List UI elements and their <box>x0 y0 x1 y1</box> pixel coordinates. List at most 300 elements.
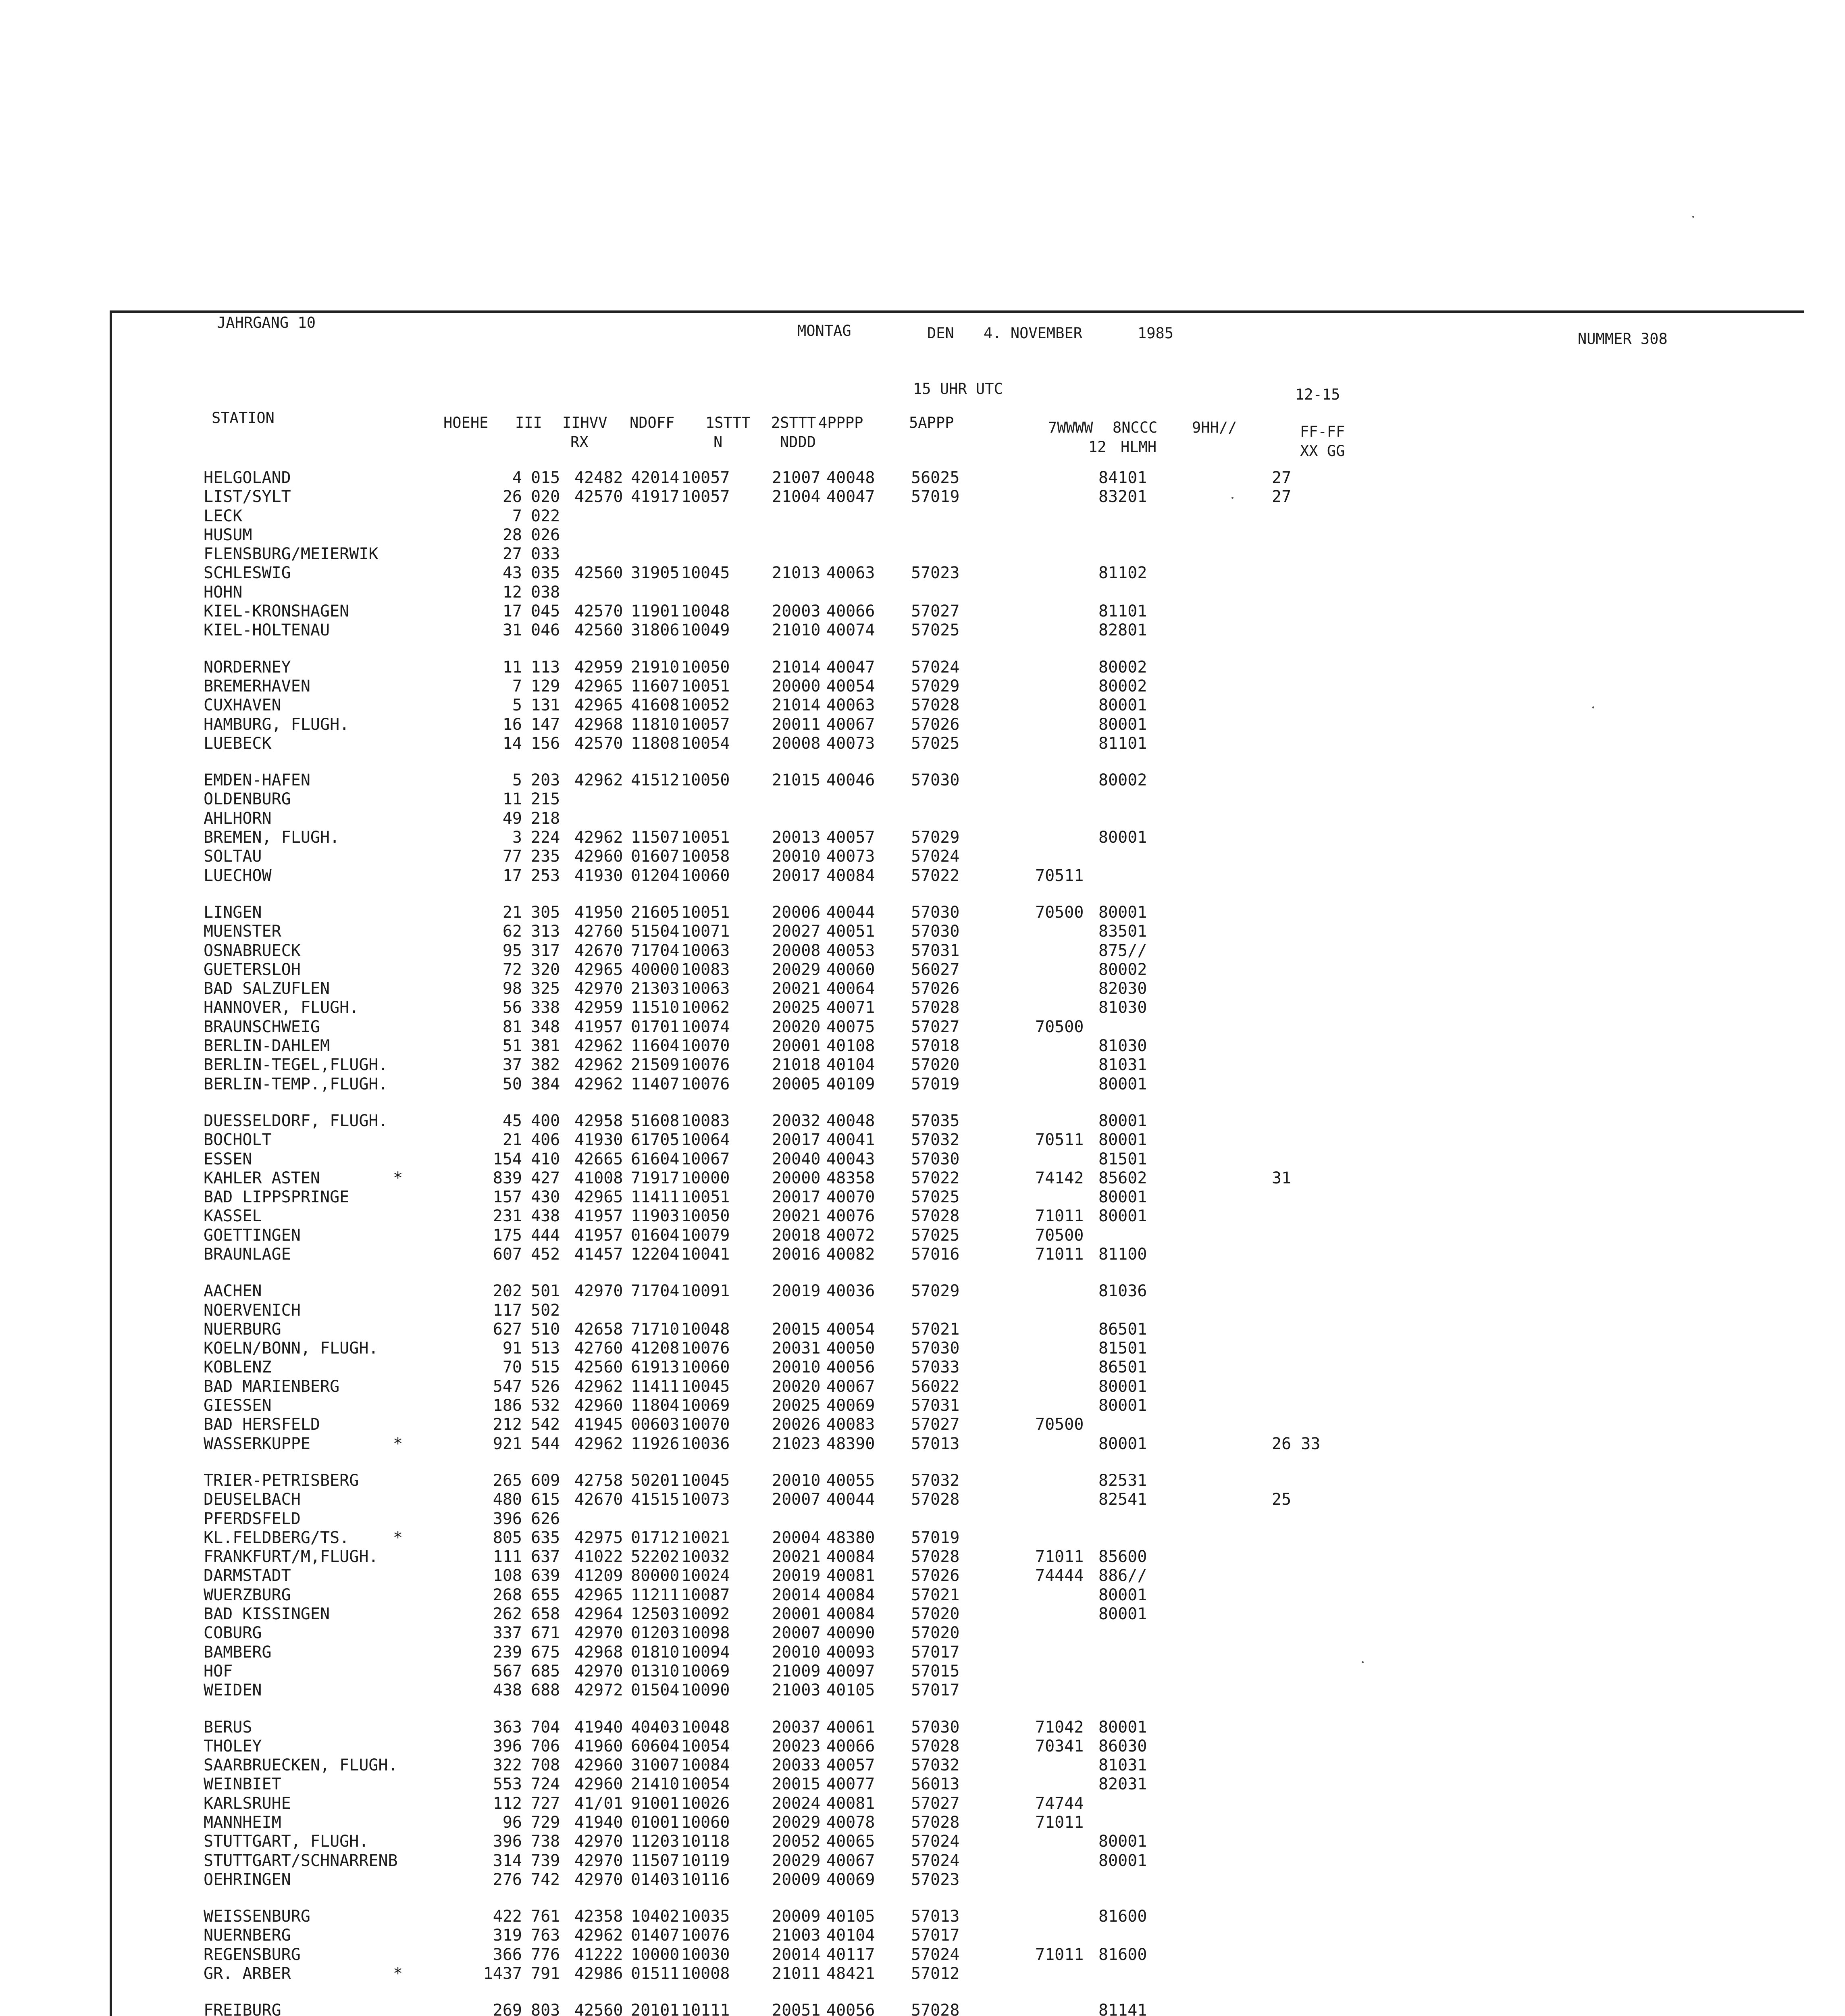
station-name: BRAUNSCHWEIG <box>204 1017 320 1036</box>
group-5appp: 57026 <box>911 979 960 998</box>
height: 45 <box>502 1111 522 1130</box>
height: 5 <box>512 696 522 715</box>
group-1sttt: 10057 <box>681 469 730 487</box>
group-5appp: 57021 <box>911 1585 960 1604</box>
scan-speck <box>1362 1661 1364 1663</box>
group-5appp: 57017 <box>911 1681 960 1700</box>
height: 11 <box>502 658 522 677</box>
station-index: 410 <box>531 1150 560 1168</box>
group-8nccc: 80001 <box>1098 1131 1147 1150</box>
station-name: MUENSTER <box>204 922 281 941</box>
group-2sttt: 21004 <box>772 487 821 506</box>
group-1sttt: 10071 <box>681 922 730 941</box>
station-index: 724 <box>531 1775 560 1794</box>
group-ndoff: 11903 <box>631 1207 680 1226</box>
station-index: 235 <box>531 847 560 866</box>
height: 157 <box>493 1188 522 1207</box>
group-1sttt: 10045 <box>681 1377 730 1396</box>
station-name: LIST/SYLT <box>204 487 291 506</box>
group-4pppp: 40048 <box>826 469 875 487</box>
group-ndoff: 21410 <box>631 1775 680 1794</box>
group-iihvv: 42482 <box>574 469 623 487</box>
height: 480 <box>493 1490 522 1509</box>
station-name: HAMBURG, FLUGH. <box>204 715 349 734</box>
group-4pppp: 40073 <box>826 734 875 753</box>
height: 314 <box>493 1851 522 1870</box>
height: 98 <box>502 979 522 998</box>
station-index: 384 <box>531 1075 560 1093</box>
station-name: GUETERSLOH <box>204 960 301 979</box>
group-2sttt: 20019 <box>772 1566 821 1585</box>
height: 1437 <box>483 1964 522 1983</box>
group-7wwww: 74744 <box>1035 1794 1084 1813</box>
station-name: KOELN/BONN, FLUGH. <box>204 1339 379 1358</box>
group-5appp: 57028 <box>911 2001 960 2016</box>
group-4pppp: 40063 <box>826 696 875 715</box>
group-2sttt: 20015 <box>772 1775 821 1794</box>
group-iihvv: 42560 <box>574 564 623 583</box>
group-1sttt: 10074 <box>681 1017 730 1036</box>
group-ffff: 27 <box>1272 487 1292 506</box>
height: 175 <box>493 1226 522 1245</box>
group-iihvv: 42968 <box>574 715 623 734</box>
group-1sttt: 10000 <box>681 1168 730 1187</box>
group-iihvv: 41945 <box>574 1415 623 1434</box>
group-iihvv: 42758 <box>574 1471 623 1490</box>
group-iihvv: 42962 <box>574 1037 623 1056</box>
station-name: HANNOVER, FLUGH. <box>204 998 359 1017</box>
group-2sttt: 20025 <box>772 1396 821 1415</box>
group-1sttt: 10083 <box>681 1111 730 1130</box>
group-ndoff: 50201 <box>631 1471 680 1490</box>
group-ndoff: 40000 <box>631 960 680 979</box>
station-index: 626 <box>531 1509 560 1528</box>
group-iihvv: 41940 <box>574 1718 623 1737</box>
group-8nccc: 80002 <box>1098 771 1147 790</box>
group-2sttt: 21011 <box>772 1964 821 1983</box>
group-1sttt: 10024 <box>681 1566 730 1585</box>
group-8nccc: 886// <box>1098 1566 1147 1585</box>
group-5appp: 57023 <box>911 1870 960 1889</box>
group-2sttt: 20010 <box>772 1643 821 1662</box>
station-name: GR. ARBER <box>204 1964 291 1983</box>
height: 396 <box>493 1832 522 1851</box>
group-ndoff: 01511 <box>631 1964 680 1983</box>
height: 37 <box>502 1056 522 1075</box>
group-8nccc: 81030 <box>1098 1037 1147 1056</box>
group-1sttt: 10021 <box>681 1528 730 1547</box>
group-8nccc: 85602 <box>1098 1168 1147 1187</box>
station-name: BERLIN-TEGEL,FLUGH. <box>204 1056 388 1075</box>
height: 231 <box>493 1207 522 1226</box>
group-8nccc: 80001 <box>1098 1188 1147 1207</box>
group-iihvv: 42986 <box>574 1964 623 1983</box>
station-name: AACHEN <box>204 1282 262 1301</box>
group-4pppp: 40053 <box>826 941 875 960</box>
group-ndoff: 12503 <box>631 1605 680 1624</box>
group-5appp: 57030 <box>911 1339 960 1358</box>
group-5appp: 57024 <box>911 1945 960 1964</box>
group-5appp: 57030 <box>911 1718 960 1737</box>
col-ff: FF-FF <box>1300 423 1345 440</box>
group-4pppp: 40070 <box>826 1188 875 1207</box>
group-8nccc: 80001 <box>1098 1605 1147 1624</box>
group-5appp: 56013 <box>911 1775 960 1794</box>
station-index: 313 <box>531 922 560 941</box>
group-2sttt: 20006 <box>772 903 821 922</box>
height: 212 <box>493 1415 522 1434</box>
station-name: DARMSTADT <box>204 1566 291 1585</box>
group-ndoff: 51504 <box>631 922 680 941</box>
group-1sttt: 10076 <box>681 1339 730 1358</box>
station-index: 729 <box>531 1813 560 1832</box>
station-index: 704 <box>531 1718 560 1737</box>
station-name: LECK <box>204 506 243 525</box>
group-8nccc: 81030 <box>1098 998 1147 1017</box>
station-name: NORDERNEY <box>204 658 291 677</box>
height: 49 <box>502 809 522 828</box>
col-8nccc: 8NCCC <box>1113 419 1158 436</box>
station-index: 382 <box>531 1056 560 1075</box>
group-5appp: 57024 <box>911 658 960 677</box>
station-name: KOBLENZ <box>204 1358 272 1377</box>
group-iihvv: 42959 <box>574 998 623 1017</box>
col-iii: III <box>515 414 542 431</box>
station-name: KIEL-KRONSHAGEN <box>204 602 349 621</box>
height: 112 <box>493 1794 522 1813</box>
group-iihvv: 42658 <box>574 1320 623 1339</box>
group-8nccc: 80001 <box>1098 828 1147 847</box>
station-index: 224 <box>531 828 560 847</box>
group-4pppp: 40061 <box>826 1718 875 1737</box>
group-4pppp: 40077 <box>826 1775 875 1794</box>
station-name: BREMERHAVEN <box>204 677 310 696</box>
station-name: NUERBURG <box>204 1320 281 1339</box>
group-1sttt: 10045 <box>681 1471 730 1490</box>
group-4pppp: 40044 <box>826 1490 875 1509</box>
station-name: HELGOLAND <box>204 469 291 487</box>
group-1sttt: 10030 <box>681 1945 730 1964</box>
col-1sttt: 1STTT <box>705 414 751 431</box>
group-1sttt: 10054 <box>681 1737 730 1756</box>
group-iihvv: 42670 <box>574 1490 623 1509</box>
height: 363 <box>493 1718 522 1737</box>
group-4pppp: 40067 <box>826 715 875 734</box>
height: 111 <box>493 1547 522 1566</box>
height: 28 <box>502 525 522 544</box>
group-8nccc: 83201 <box>1098 487 1147 506</box>
station-index: 348 <box>531 1017 560 1036</box>
group-2sttt: 20015 <box>772 1320 821 1339</box>
group-2sttt: 20000 <box>772 1168 821 1187</box>
scan-speck <box>1592 706 1594 708</box>
group-8nccc: 80001 <box>1098 903 1147 922</box>
group-8nccc: 86030 <box>1098 1737 1147 1756</box>
station-name: FLENSBURG/MEIERWIK <box>204 545 379 564</box>
group-4pppp: 40065 <box>826 1832 875 1851</box>
group-4pppp: 40067 <box>826 1851 875 1870</box>
group-5appp: 57028 <box>911 1813 960 1832</box>
mountain-marker: * <box>393 1434 403 1453</box>
group-4pppp: 40097 <box>826 1662 875 1681</box>
group-7wwww: 71011 <box>1035 1245 1084 1264</box>
station-index: 406 <box>531 1131 560 1150</box>
group-2sttt: 21015 <box>772 771 821 790</box>
group-4pppp: 40104 <box>826 1926 875 1945</box>
group-ndoff: 01712 <box>631 1528 680 1547</box>
group-ndoff: 11411 <box>631 1377 680 1396</box>
group-5appp: 57025 <box>911 734 960 753</box>
group-iihvv: 42970 <box>574 1870 623 1889</box>
height: 4 <box>512 469 522 487</box>
group-4pppp: 40064 <box>826 979 875 998</box>
group-ndoff: 42014 <box>631 469 680 487</box>
group-ffff: 27 <box>1272 469 1292 487</box>
height: 839 <box>493 1168 522 1187</box>
group-iihvv: 42958 <box>574 1111 623 1130</box>
group-1sttt: 10091 <box>681 1282 730 1301</box>
group-ndoff: 10000 <box>631 1945 680 1964</box>
group-7wwww: 70500 <box>1035 1017 1084 1036</box>
station-name: EMDEN-HAFEN <box>204 771 310 790</box>
group-4pppp: 40084 <box>826 1585 875 1604</box>
group-1sttt: 10051 <box>681 903 730 922</box>
group-8nccc: 80001 <box>1098 1832 1147 1851</box>
group-ndoff: 11507 <box>631 828 680 847</box>
station-index: 803 <box>531 2001 560 2016</box>
station-index: 544 <box>531 1434 560 1453</box>
group-1sttt: 10067 <box>681 1150 730 1168</box>
station-index: 776 <box>531 1945 560 1964</box>
height: 627 <box>493 1320 522 1339</box>
station-name: FRANKFURT/M,FLUGH. <box>204 1547 379 1566</box>
height: 319 <box>493 1926 522 1945</box>
station-name: FREIBURG <box>204 2001 281 2016</box>
group-ndoff: 11507 <box>631 1851 680 1870</box>
group-2sttt: 21010 <box>772 621 821 640</box>
group-4pppp: 40109 <box>826 1075 875 1093</box>
group-iihvv: 41008 <box>574 1168 623 1187</box>
height: 91 <box>502 1339 522 1358</box>
group-iihvv: 42960 <box>574 847 623 866</box>
group-iihvv: 41022 <box>574 1547 623 1566</box>
height: 7 <box>512 677 522 696</box>
height: 70 <box>502 1358 522 1377</box>
station-name: STUTTGART/SCHNARRENB <box>204 1851 398 1870</box>
group-ndoff: 31806 <box>631 621 680 640</box>
height: 43 <box>502 564 522 583</box>
station-name: OEHRINGEN <box>204 1870 291 1889</box>
group-ndoff: 41208 <box>631 1339 680 1358</box>
group-2sttt: 20009 <box>772 1870 821 1889</box>
station-index: 526 <box>531 1377 560 1396</box>
group-4pppp: 40046 <box>826 771 875 790</box>
height: 17 <box>502 602 522 621</box>
group-5appp: 57026 <box>911 715 960 734</box>
group-8nccc: 81501 <box>1098 1339 1147 1358</box>
group-2sttt: 20023 <box>772 1737 821 1756</box>
group-iihvv: 42962 <box>574 1926 623 1945</box>
group-ndoff: 61705 <box>631 1131 680 1150</box>
group-ndoff: 61913 <box>631 1358 680 1377</box>
group-4pppp: 40090 <box>826 1624 875 1643</box>
station-name: LUECHOW <box>204 866 272 885</box>
group-5appp: 56027 <box>911 960 960 979</box>
group-7wwww: 71042 <box>1035 1718 1084 1737</box>
group-iihvv: 41222 <box>574 1945 623 1964</box>
group-4pppp: 40055 <box>826 1471 875 1490</box>
group-8nccc: 85600 <box>1098 1547 1147 1566</box>
group-8nccc: 80001 <box>1098 1111 1147 1130</box>
group-4pppp: 40117 <box>826 1945 875 1964</box>
group-ndoff: 71710 <box>631 1320 680 1339</box>
group-2sttt: 20021 <box>772 1207 821 1226</box>
group-4pppp: 40083 <box>826 1415 875 1434</box>
group-2sttt: 20004 <box>772 1528 821 1547</box>
group-iihvv: 42970 <box>574 1624 623 1643</box>
height: 322 <box>493 1756 522 1775</box>
group-ndoff: 12204 <box>631 1245 680 1264</box>
group-4pppp: 40066 <box>826 1737 875 1756</box>
group-5appp: 57032 <box>911 1756 960 1775</box>
group-iihvv: 42970 <box>574 979 623 998</box>
station-name: ESSEN <box>204 1150 252 1168</box>
station-name: BERLIN-DAHLEM <box>204 1037 330 1056</box>
group-5appp: 56022 <box>911 1377 960 1396</box>
station-name: KASSEL <box>204 1207 262 1226</box>
group-2sttt: 20029 <box>772 1813 821 1832</box>
group-1sttt: 10060 <box>681 866 730 885</box>
station-name: SOLTAU <box>204 847 262 866</box>
group-2sttt: 20029 <box>772 960 821 979</box>
group-4pppp: 40047 <box>826 487 875 506</box>
height: 96 <box>502 1813 522 1832</box>
group-iihvv: 42965 <box>574 960 623 979</box>
group-iihvv: 42965 <box>574 1188 623 1207</box>
group-iihvv: 41930 <box>574 1131 623 1150</box>
station-name: WASSERKUPPE <box>204 1434 310 1453</box>
station-index: 688 <box>531 1681 560 1700</box>
station-index: 501 <box>531 1282 560 1301</box>
group-8nccc: 80001 <box>1098 1434 1147 1453</box>
group-5appp: 57030 <box>911 903 960 922</box>
station-name: LINGEN <box>204 903 262 922</box>
group-2sttt: 20040 <box>772 1150 821 1168</box>
group-1sttt: 10111 <box>681 2001 730 2016</box>
station-index: 675 <box>531 1643 560 1662</box>
group-2sttt: 20021 <box>772 1547 821 1566</box>
group-iihvv: 41940 <box>574 1813 623 1832</box>
group-4pppp: 48390 <box>826 1434 875 1453</box>
height: 239 <box>493 1643 522 1662</box>
station-index: 035 <box>531 564 560 583</box>
group-5appp: 57025 <box>911 621 960 640</box>
group-iihvv: 42962 <box>574 828 623 847</box>
group-iihvv: 42962 <box>574 1377 623 1396</box>
group-4pppp: 40082 <box>826 1245 875 1264</box>
group-iihvv: 41950 <box>574 903 623 922</box>
group-ndoff: 21605 <box>631 903 680 922</box>
station-name: BAMBERG <box>204 1643 272 1662</box>
group-iihvv: 42970 <box>574 1851 623 1870</box>
col-9hh: 9HH// <box>1192 419 1237 436</box>
group-2sttt: 20007 <box>772 1490 821 1509</box>
group-ndoff: 01607 <box>631 847 680 866</box>
group-ndoff: 11808 <box>631 734 680 753</box>
group-iihvv: 42964 <box>574 1605 623 1624</box>
group-5appp: 57027 <box>911 602 960 621</box>
height: 117 <box>493 1301 522 1320</box>
group-ndoff: 01604 <box>631 1226 680 1245</box>
group-1sttt: 10050 <box>681 771 730 790</box>
group-2sttt: 20011 <box>772 715 821 734</box>
station-index: 156 <box>531 734 560 753</box>
group-8nccc: 80002 <box>1098 960 1147 979</box>
group-iihvv: 42560 <box>574 621 623 640</box>
group-iihvv: 42968 <box>574 1643 623 1662</box>
group-ndoff: 01310 <box>631 1662 680 1681</box>
col-5appp: 5APPP <box>909 414 954 431</box>
group-ndoff: 11203 <box>631 1832 680 1851</box>
col-1sttt-sub: N <box>713 433 723 451</box>
group-ndoff: 41512 <box>631 771 680 790</box>
group-7wwww: 70511 <box>1035 1131 1084 1150</box>
group-1sttt: 10048 <box>681 1718 730 1737</box>
col-iihvv: IIHVV <box>562 414 607 431</box>
group-5appp: 57016 <box>911 1245 960 1264</box>
station-name: KAHLER ASTEN <box>204 1168 320 1187</box>
group-7wwww: 71011 <box>1035 1207 1084 1226</box>
col-8nccc-sub: HLMH <box>1121 438 1157 456</box>
group-1sttt: 10076 <box>681 1926 730 1945</box>
group-8nccc: 80001 <box>1098 1585 1147 1604</box>
group-8nccc: 81141 <box>1098 2001 1147 2016</box>
height: 77 <box>502 847 522 866</box>
station-name: BAD KISSINGEN <box>204 1605 330 1624</box>
group-4pppp: 40056 <box>826 2001 875 2016</box>
group-1sttt: 10060 <box>681 1813 730 1832</box>
station-index: 427 <box>531 1168 560 1187</box>
group-2sttt: 20010 <box>772 847 821 866</box>
station-name: NUERNBERG <box>204 1926 291 1945</box>
group-7wwww: 71011 <box>1035 1813 1084 1832</box>
group-8nccc: 81100 <box>1098 1245 1147 1264</box>
group-2sttt: 21013 <box>772 564 821 583</box>
group-8nccc: 81600 <box>1098 1945 1147 1964</box>
group-5appp: 57032 <box>911 1471 960 1490</box>
station-index: 444 <box>531 1226 560 1245</box>
jahrgang: JAHRGANG 10 <box>217 314 316 331</box>
group-iihvv: 41960 <box>574 1737 623 1756</box>
group-1sttt: 10116 <box>681 1870 730 1889</box>
group-5appp: 57025 <box>911 1226 960 1245</box>
station-index: 046 <box>531 621 560 640</box>
group-ndoff: 11604 <box>631 1037 680 1056</box>
group-4pppp: 40047 <box>826 658 875 677</box>
group-1sttt: 10076 <box>681 1056 730 1075</box>
station-index: 381 <box>531 1037 560 1056</box>
group-iihvv: 42962 <box>574 771 623 790</box>
mountain-marker: * <box>393 1528 403 1547</box>
den-label: DEN <box>927 325 954 342</box>
station-index: 708 <box>531 1756 560 1775</box>
station-name: COBURG <box>204 1624 262 1643</box>
station-index: 706 <box>531 1737 560 1756</box>
group-8nccc: 82801 <box>1098 621 1147 640</box>
station-name: BAD LIPPSPRINGE <box>204 1188 349 1207</box>
group-4pppp: 40081 <box>826 1794 875 1813</box>
group-2sttt: 20017 <box>772 1188 821 1207</box>
